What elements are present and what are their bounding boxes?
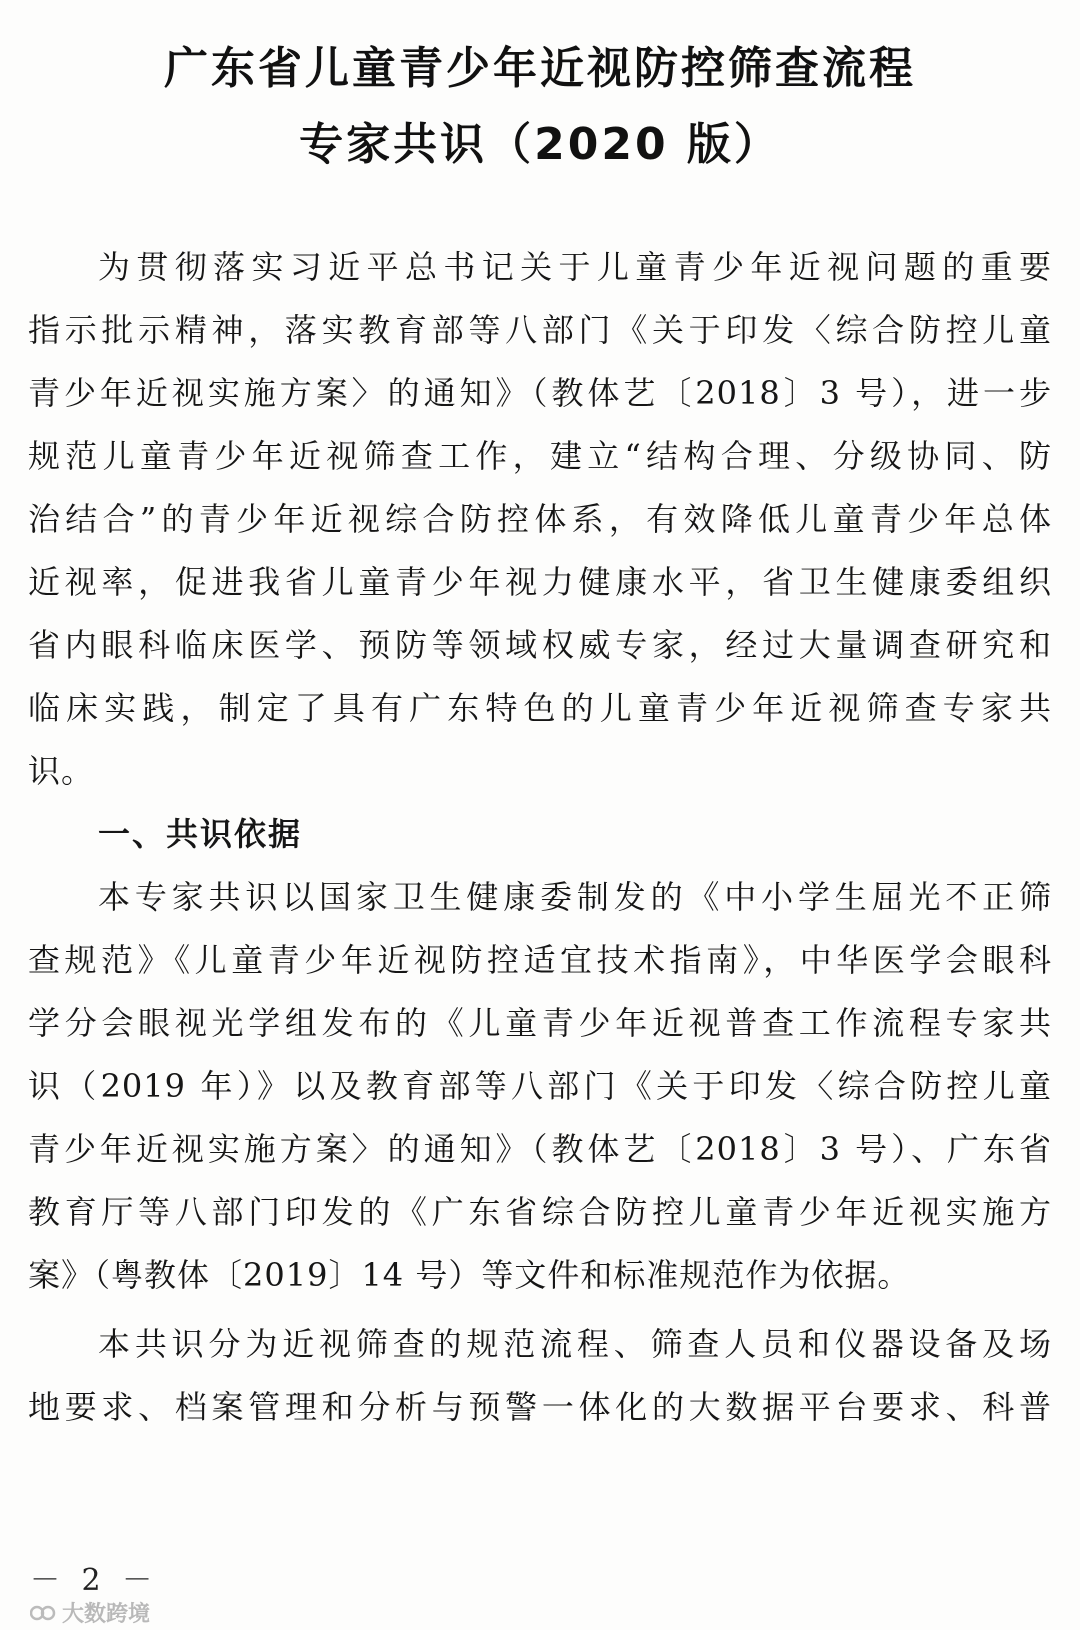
text-line: 为贯彻落实习近平总书记关于儿童青少年近视问题的重要 bbox=[98, 248, 1052, 286]
watermark-text: 大数跨境 bbox=[62, 1602, 151, 1627]
paragraph-intro bbox=[28, 236, 1052, 803]
text-line: 教育厅等八部门印发的《广东省综合防控儿童青少年近视实施方 bbox=[28, 1193, 1052, 1231]
text-line: 省内眼科临床医学、预防等领域权威专家，经过大量调查研究和 bbox=[28, 626, 1052, 664]
text-line: 指示批示精神，落实教育部等八部门《关于印发〈综合防控儿童 bbox=[28, 311, 1052, 349]
section-heading: 一、共识依据 bbox=[98, 815, 303, 853]
text-line: 查规范》《儿童青少年近视防控适宜技术指南》，中华医学会眼科 bbox=[28, 941, 1052, 979]
text-line: 地要求、档案管理和分析与预警一体化的大数据平台要求、科普 bbox=[28, 1388, 1052, 1426]
text-line: 规范儿童青少年近视筛查工作，建立“结构合理、分级协同、防 bbox=[28, 437, 1052, 475]
document-title-line-2: 专家共识（2020 版） bbox=[299, 119, 781, 170]
watermark bbox=[30, 1597, 150, 1628]
document-title-line-1: 广东省儿童青少年近视防控筛查流程 bbox=[164, 43, 916, 94]
document-body bbox=[28, 236, 1052, 1439]
text-line: 青少年近视实施方案〉的通知》（教体艺〔2018〕3 号）、广东省 bbox=[28, 1130, 1052, 1168]
text-line: 本专家共识以国家卫生健康委制发的《中小学生屈光不正筛 bbox=[98, 878, 1052, 916]
text-line: 识。 bbox=[28, 752, 95, 790]
paragraph-scope bbox=[28, 1313, 1052, 1439]
text-line: 近视率，促进我省儿童青少年视力健康水平，省卫生健康委组织 bbox=[28, 563, 1052, 601]
text-line: 临床实践，制定了具有广东特色的儿童青少年近视筛查专家共 bbox=[28, 689, 1052, 727]
text-line: 本共识分为近视筛查的规范流程、筛查人员和仪器设备及场 bbox=[98, 1325, 1052, 1363]
text-line: 识（2019 年）》以及教育部等八部门《关于印发〈综合防控儿童 bbox=[28, 1067, 1052, 1105]
watermark-logo-icon bbox=[30, 1603, 56, 1623]
text-line: 青少年近视实施方案〉的通知》（教体艺〔2018〕3 号），进一步 bbox=[28, 374, 1052, 412]
text-line: 治结合”的青少年近视综合防控体系，有效降低儿童青少年总体 bbox=[28, 500, 1052, 538]
page-number: － 2 － bbox=[30, 1563, 159, 1598]
paragraph-basis bbox=[28, 866, 1052, 1307]
text-line: 学分会眼视光学组发布的《儿童青少年近视普查工作流程专家共 bbox=[28, 1004, 1052, 1042]
text-line: 案》（粤教体〔2019〕14 号）等文件和标准规范作为依据。 bbox=[28, 1256, 911, 1294]
